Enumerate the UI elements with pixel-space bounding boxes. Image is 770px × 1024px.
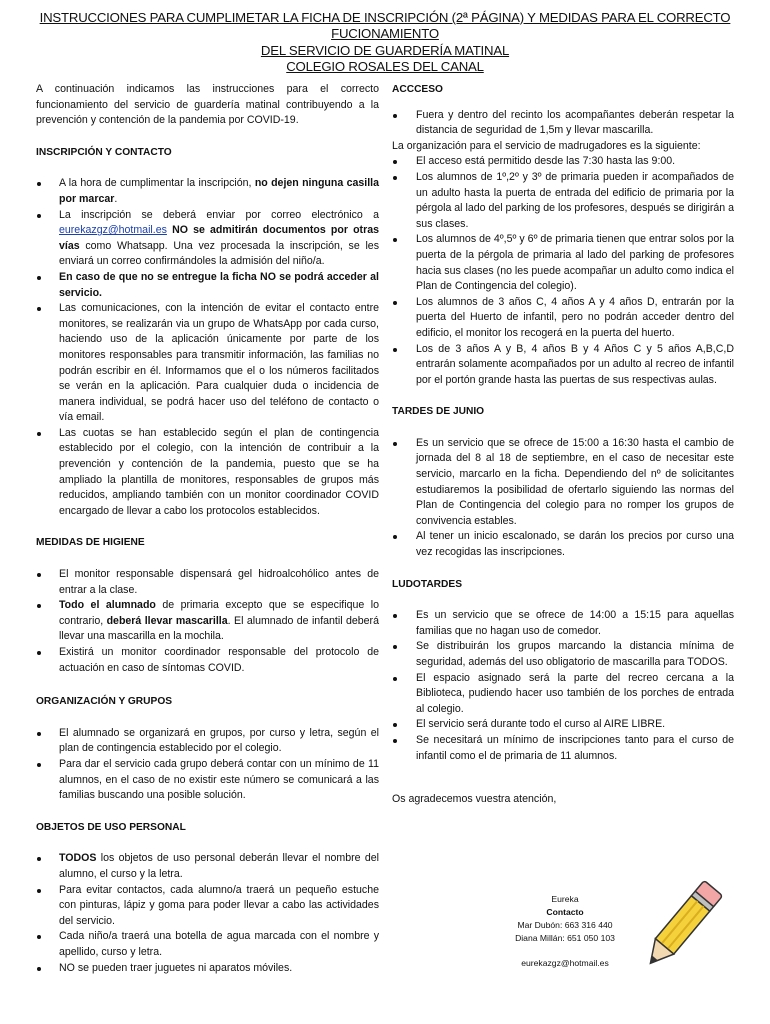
phone-mar: Mar Dubón: 663 316 440 <box>517 920 613 930</box>
text: los objetos de uso personal deberán llevar el nombre del alumno, el curso y la letra. <box>59 852 379 880</box>
emphasis: Todo el alumnado <box>59 599 156 612</box>
organizacion-heading: ORGANIZACIÓN Y GRUPOS <box>36 696 173 708</box>
list-item: El alumnado se organizará en grupos, por curso y letra, según el plan de contingencia establecido por el colegio. <box>36 726 379 757</box>
list-item: El servicio será durante todo el curso al AIRE LIBRE. <box>392 717 734 733</box>
list-item: Fuera y dentro del recinto los acompañantes deberán respetar la distancia de seguridad de 1,5m y llevar mascarilla. <box>392 108 734 139</box>
acceso-list-1 <box>392 108 734 139</box>
text: . <box>114 192 118 205</box>
list-item: Al tener un inicio escalonado, se darán los precios por curso una vez recogidas las inscripciones. <box>392 529 734 560</box>
list-item: Se necesitará un mínimo de inscripciones tanto para el curso de infantil como el de primaria de 11 alumnos. <box>392 733 734 764</box>
higiene-heading: MEDIDAS DE HIGIENE <box>36 537 145 549</box>
list-item <box>36 598 379 645</box>
emphasis: En caso de que no se entregue la ficha NO se podrá acceder al servicio. <box>59 270 379 299</box>
list-item: Los alumnos de 3 años C, 4 años A y 4 años D, entrarán por la puerta del Huerto de infantil, pero no podrán acceder dentro del edificio, el monitor los recogerá en la puerta del huerto. <box>392 295 734 342</box>
text: de primaria excepto que se especifique lo contrario, <box>59 599 379 627</box>
organizacion-madrugadores: La organización para el servicio de madrugadores es la siguiente: <box>392 139 701 152</box>
list-item: Para evitar contactos, cada alumno/a traerá un pequeño estuche con pinturas, lápiz y goma para poder llevar a cabo las actividades del servicio. <box>36 883 379 930</box>
phone-diana: Diana Millán: 651 050 103 <box>515 933 615 943</box>
emphasis: no dejen ninguna casilla por marcar <box>59 177 379 205</box>
emphasis: TODOS <box>59 852 97 865</box>
list-item: Los alumnos de 1º,2º y 3º de primaria pueden ir acompañados de un adulto hasta la puerta de entrada del edificio de primaria por la pérgola al lado del parking de los profesores, después se dirigirán a sus clases. <box>392 170 734 232</box>
inscripcion-heading: INSCRIPCIÓN Y CONTACTO <box>36 146 172 158</box>
tardes-list <box>392 436 734 561</box>
ludotardes-heading: LUDOTARDES <box>392 578 462 590</box>
list-item <box>36 270 379 301</box>
higiene-list <box>36 567 379 676</box>
list-item: El espacio asignado será la parte del recreo cercana a la Biblioteca, pudiendo hacer uso también de los porches de entrada al colegio. <box>392 671 734 718</box>
contact-email[interactable]: eurekazgz@hotmail.es <box>521 958 609 968</box>
emphasis: deberá llevar mascarilla <box>106 614 228 627</box>
text: como Whatsapp. Una vez procesada la inscripción, se les enviará un correo confirmándoles la admisión del niño/a. <box>59 239 379 268</box>
thanks-text: Os agradecemos vuestra atención, <box>392 793 557 806</box>
intro-paragraph: A continuación indicamos las instrucciones para el correcto funcionamiento del servicio de guardería matinal contribuyendo a la prevención y contención de la pandemia por COVID-19. <box>36 83 379 127</box>
email-link[interactable]: eurekazgz@hotmail.es <box>59 224 167 237</box>
text: La inscripción se deberá enviar por correo electrónico a <box>59 208 379 221</box>
tardes-heading: TARDES DE JUNIO <box>392 406 485 418</box>
title-line-4: COLEGIO ROSALES DEL CANAL <box>286 59 484 75</box>
list-item: El acceso está permitido desde las 7:30 hasta las 9:00. <box>392 154 734 170</box>
emphasis: NO se admitirán documentos por otras vías <box>59 224 379 252</box>
list-item <box>36 208 379 270</box>
title-line-3: DEL SERVICIO DE GUARDERÍA MATINAL <box>260 42 510 58</box>
list-item: Los alumnos de 4º,5º y 6º de primaria tienen que entrar solos por la puerta de la pérgola de primaria al lado del parking de profesores hacia sus clases (no les puede acompañar un adulto como indica el Plan de Contingencia del colegio). <box>392 232 734 294</box>
title-line-2: FUCIONAMIENTO <box>331 26 439 42</box>
list-item: Existirá un monitor coordinador responsable del protocolo de actuación en caso de síntomas COVID. <box>36 645 379 676</box>
list-item <box>36 851 379 882</box>
pencil-icon <box>630 878 730 978</box>
contact-label: Contacto <box>546 907 584 917</box>
list-item: Cada niño/a traerá una botella de agua marcada con el nombre y apellido, curso y letra. <box>36 929 379 960</box>
title-line-1: INSTRUCCIONES PARA CUMPLIMETAR LA FICHA DE INSCRIPCIÓN (2ª PÁGINA) Y MEDIDAS PARA EL CORRECTO <box>39 10 731 25</box>
left-column <box>36 82 379 976</box>
list-item: NO se pueden traer juguetes ni aparatos móviles. <box>36 961 379 977</box>
objetos-list <box>36 851 379 976</box>
list-item <box>36 176 379 207</box>
list-item: Las comunicaciones, con la intención de evitar el contacto entre monitores, se realizarán via un grupo de WhatsApp por cada curso, haciendo uso de la aplicación únicamente por parte de los monitores responsables para transmitir información, las familias no podrán escribir en él. Informamos que el o los números facilitados se verán en la aplicación. Para cualquier duda o incidencia de manera individual, se podrá hacer uso del teléfono de contacto o vía email. <box>36 301 379 426</box>
document-title <box>0 10 770 76</box>
list-item: Los de 3 años A y B, 4 años B y 4 Años C y 5 años A,B,C,D entrarán solamente acompañados por un adulto al recreo de infantil por el portón grande hasta las puertas de sus respectivas aulas. <box>392 342 734 389</box>
list-item: El monitor responsable dispensará gel hidroalcohólico antes de entrar a la clase. <box>36 567 379 598</box>
objetos-heading: OBJETOS DE USO PERSONAL <box>36 821 186 833</box>
ludotardes-list <box>392 608 734 764</box>
contact-block <box>490 893 640 970</box>
list-item: Se distribuirán los grupos marcando la distancia mínima de seguridad, además del uso obligatorio de mascarilla para TODOS. <box>392 639 734 670</box>
list-item: Las cuotas se han establecido según el plan de contingencia establecido por el colegio, con la intención de contribuir a la prevención y contención de la pandemia, puesto que se ha ampliado la plantilla de monitores, responsables de grupos más reducidos, ampliando también con un monitor coordinador COVID encargado de llevar a cabo los protocolos establecidos. <box>36 426 379 520</box>
company-name: Eureka <box>551 894 579 904</box>
list-item: Es un servicio que se ofrece de 15:00 a 16:30 hasta el cambio de jornada del 8 al 18 de septiembre, en el caso de necesitar este servicio, marcarlo en la ficha. Dependiendo del nº de solicitantes estudiaremos la posibilidad de ofertarlo siguiendo las normas del Plan de Contingencia del colegio para no romper los grupos de convivencia estables. <box>392 436 734 530</box>
inscripcion-list <box>36 176 379 519</box>
list-item: Para dar el servicio cada grupo deberá contar con un mínimo de 11 alumnos, en el caso de no existir este número se comunicará a las familias buscando una posible solución. <box>36 757 379 804</box>
acceso-list-2 <box>392 154 734 388</box>
acceso-heading: ACCCESO <box>392 84 443 95</box>
right-column <box>392 82 734 808</box>
text: . El alumnado de infantil deberá llevar una mascarilla en la mochila. <box>59 614 379 643</box>
text: A la hora de cumplimentar la inscripción, <box>59 177 252 190</box>
organizacion-list <box>36 726 379 804</box>
list-item: Es un servicio que se ofrece de 14:00 a 15:15 para aquellas familias que no hagan uso de comedor. <box>392 608 734 639</box>
